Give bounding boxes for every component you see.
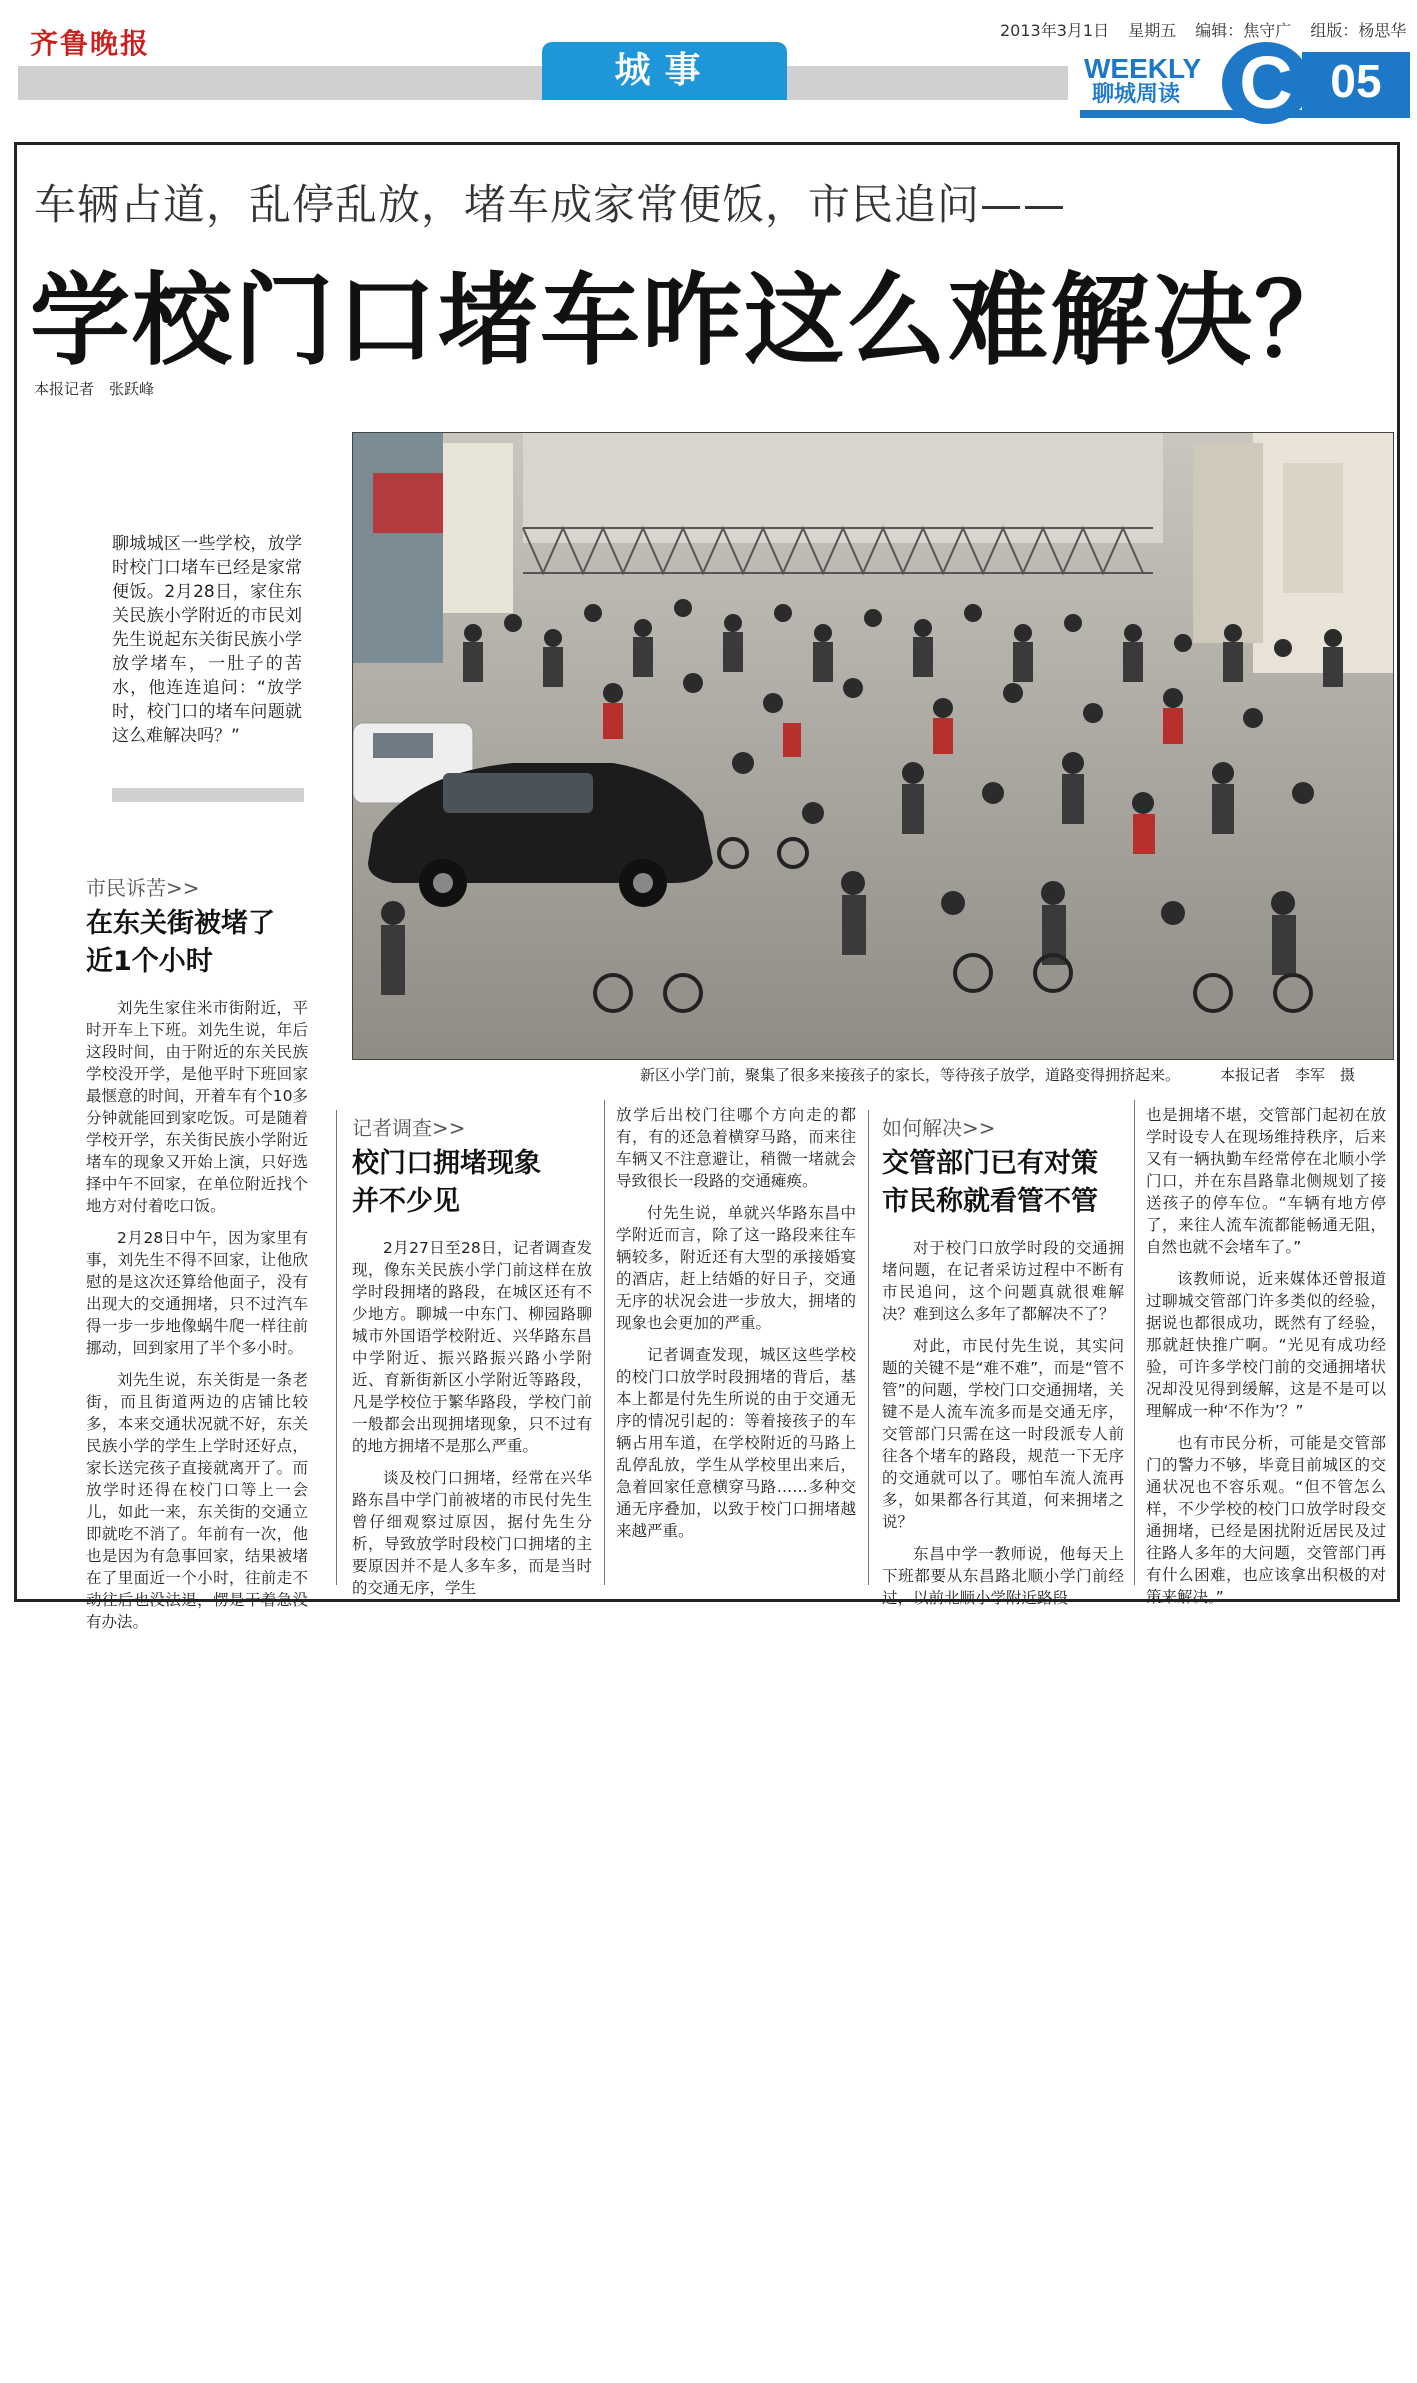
column-rule [604,1100,605,1585]
paragraph: 该教师说，近来媒体还曾报道过聊城交管部门许多类似的经验，据说也都很成功，既然有了经验，那就赶快推广啊。“光见有成功经验，可许多学校门前的交通拥堵状况却没见得到缓解，这是不是可以理解成一种‘不作为’？” [1146,1270,1386,1420]
dateline [1000,18,1417,41]
paragraph: 对于校门口放学时段的交通拥堵问题，在记者采访过程中不断有市民追问，这个问题真就很难解决？难到这么多年了都解决不了？ [882,1239,1124,1323]
section-body [882,1237,1124,1609]
newspaper-brand-logo: 齐鲁晚报 [30,27,151,60]
photo-illustration [353,433,1393,1059]
section-label: 市民诉苦>> [86,876,200,900]
section-heading-line: 在东关街被堵了 [86,908,275,939]
paragraph: 也是拥堵不堪，交管部门起初在放学时设专人在现场维持秩序，后来又有一辆执勤车经常停在北顺小学门口，并在东昌路靠北侧规划了接送孩子的停车位。“车辆有地方停了，来往人流车流都能畅通无阻，自然也就不会堵车了。” [1146,1106,1386,1256]
section-body [86,997,308,1633]
weekly-label-cn: 聊城周读 [1092,82,1181,107]
paragraph: 2月27日至28日，记者调查发现，像东关民族小学门前这样在放学时段拥堵的路段，在城区还有不少地方。聊城一中东门、柳园路聊城市外国语学校附近、兴华路东昌中学附近、振兴路振兴路小学附近、育新街新区小学附近等路段，凡是学校位于繁华路段，学校门前一般都会出现拥堵现象，只不过有的地方拥堵不是那么严重。 [352,1239,592,1455]
paragraph: 付先生说，单就兴华路东昌中学附近而言，除了这一路段来往车辆较多，附近还有大型的承接婚宴的酒店，赶上结婚的好日子，交通无序的状况会进一步放大，拥堵的现象也会更加的严重。 [616,1204,856,1332]
paragraph: 谈及校门口拥堵，经常在兴华路东昌中学门前被堵的市民付先生曾仔细观察过原因，据付先生分析，导致放学时段校门口拥堵的主要原因并不是人多车多，而是当时的交通无序，学生 [352,1469,592,1597]
paragraph: 2月28日中午，因为家里有事，刘先生不得不回家，让他欣慰的是这次还算给他面子，没有出现大的交通拥堵，只不过汽车得一步一步地像蜗牛爬一样往前挪动，回到家用了半个多小时。 [86,1229,308,1357]
paragraph: 记者调查发现，城区这些学校的校门口放学时段拥堵的背后，基本上都是付先生所说的由于交通无序的情况引起的：等着接孩子的车辆占用车道，在学校附近的马路上乱停乱放，学生从学校里出来后，急着回家任意横穿马路……多种交通无序叠加，以致于校门口拥堵越来越严重。 [616,1346,856,1540]
layout-credit: 组版：杨思华 [1310,21,1407,40]
column-investigation [352,1112,592,1599]
section-heading-line: 并不少见 [352,1186,460,1217]
issue-weekday: 星期五 [1128,21,1177,40]
column-investigation-continued [616,1104,856,1542]
photo-caption-line [640,1064,1390,1085]
paragraph: 也有市民分析，可能是交管部门的警力不够，毕竟目前城区的交通状况也不容乐观。“但不管怎么样，不少学校的校门口放学时段交通拥堵，已经是困扰附近居民及过往路人多年的大问题，交管部门再有什么困难，也应该拿出积极的对策来解决。” [1146,1434,1386,1606]
section-heading-line: 市民称就看管不管 [882,1186,1098,1217]
section-label: 如何解决>> [882,1116,996,1140]
column-complaints [86,872,308,1633]
photo-caption: 新区小学门前，聚集了很多来接孩子的家长，等待孩子放学，道路变得拥挤起来。 [640,1066,1181,1084]
section-body [352,1237,592,1599]
page-number: 05 [1302,52,1410,110]
article-lead: 聊城城区一些学校，放学时校门口堵车已经是家常便饭。2月28日，家住东关民族小学附近的市民刘先生说起东关街民族小学放学堵车，一肚子的苦水，他连连追问：“放学时，校门口的堵车问题就这么难解决吗？” [112,534,302,746]
article-headline: 学校门口堵车咋这么难解决？ [30,262,1356,379]
section-heading-line: 校门口拥堵现象 [352,1148,541,1179]
section-tab: 城事 [542,42,787,100]
section-heading-line: 近1个小时 [86,946,213,977]
column-solutions [882,1112,1124,1609]
section-heading [352,1145,592,1221]
section-heading-line: 交管部门已有对策 [882,1148,1098,1179]
editor-credit: 编辑：焦守广 [1195,21,1292,40]
column-rule [1134,1100,1135,1585]
news-photo-school-gate [352,432,1394,1060]
page-letter-badge: C [1222,42,1310,124]
column-solutions-continued [1146,1104,1386,1608]
section-heading [86,905,308,981]
column-rule [868,1110,869,1585]
paragraph: 刘先生说，东关街是一条老街，而且街道两边的店铺比较多，本来交通状况就不好，东关民族小学的学生上学时还好点，家长送完孩子直接就离开了。而放学时还得在校门口等上一会儿，如此一来，东关街的交通立即就吃不消了。年前有一次，他也是因为有急事回家，结果被堵在了里面近一个小时，往前走不动往后也没法退，愣是干着急没有办法。 [86,1371,308,1631]
column-rule [336,1110,337,1585]
paragraph: 东昌中学一教师说，他每天上下班都要从东昌路北顺小学门前经过，以前北顺小学附近路段 [882,1545,1124,1607]
photo-credit: 本报记者 李军 摄 [1220,1066,1356,1084]
article-byline: 本报记者 张跃峰 [34,380,155,398]
issue-date: 2013年3月1日 [1000,21,1110,40]
section-label: 记者调查>> [352,1116,466,1140]
lead-divider [112,788,304,802]
article-kicker: 车辆占道，乱停乱放，堵车成家常便饭，市民追问—— [34,180,1067,229]
section-heading [882,1145,1124,1221]
weekly-label-en: WEEKLY [1084,53,1202,84]
paragraph: 对此，市民付先生说，其实问题的关键不是“难不难”，而是“管不管”的问题，学校门口交通拥堵，关键不是人流车流多而是交通无序，交管部门只需在这一时段派专人前往各个堵车的路段，规范一下无序的交通就可以了。哪怕车流人流再多，如果都各行其道，何来拥堵之说？ [882,1337,1124,1531]
paragraph: 放学后出校门往哪个方向走的都有，有的还急着横穿马路，而来往车辆又不注意避让，稍微一堵就会导致很长一段路的交通瘫痪。 [616,1106,856,1190]
paragraph: 刘先生家住米市街附近，平时开车上下班。刘先生说，年后这段时间，由于附近的东关民族学校没开学，是他平时下班回家最惬意的时间，开着车有个10多分钟就能回到家吃饭。可是随着学校开学，东关街民族小学附近堵车的现象又开始上演，只好选择中午不回家，在单位附近找个地方对付着吃口饭。 [86,999,308,1215]
